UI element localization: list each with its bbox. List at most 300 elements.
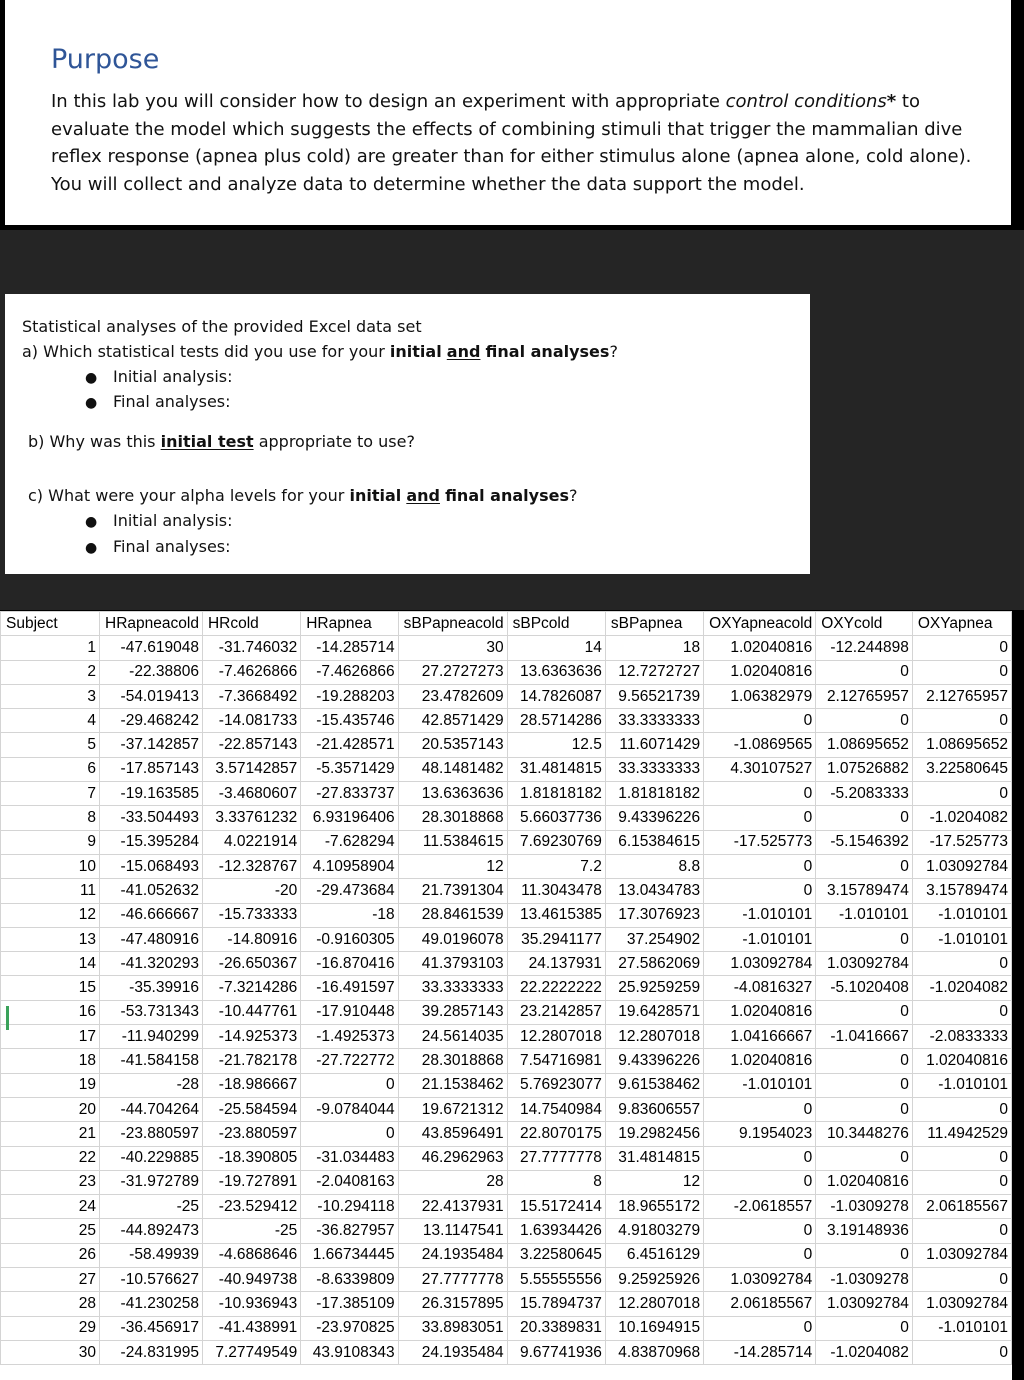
data-cell[interactable]: 6.15384615 bbox=[605, 830, 703, 854]
data-cell[interactable]: 5.66037736 bbox=[507, 806, 605, 830]
column-header[interactable]: HRapnea bbox=[301, 612, 398, 636]
data-cell[interactable]: 1.07526882 bbox=[816, 757, 913, 781]
data-cell[interactable]: 15.7894737 bbox=[507, 1292, 605, 1316]
data-cell[interactable]: 35.2941177 bbox=[507, 927, 605, 951]
data-cell[interactable]: 0 bbox=[912, 1170, 1011, 1194]
data-cell[interactable]: -15.395284 bbox=[100, 830, 203, 854]
data-cell[interactable]: 31.4814815 bbox=[507, 757, 605, 781]
data-cell[interactable]: -23.529412 bbox=[202, 1195, 300, 1219]
subject-cell[interactable]: 5 bbox=[1, 733, 100, 757]
data-cell[interactable]: 23.4782609 bbox=[398, 684, 507, 708]
data-cell[interactable]: 0 bbox=[912, 1268, 1011, 1292]
data-cell[interactable]: 13.1147541 bbox=[398, 1219, 507, 1243]
column-header[interactable]: sBPapnea bbox=[605, 612, 703, 636]
data-cell[interactable]: -21.782178 bbox=[202, 1049, 300, 1073]
data-cell[interactable]: -17.525773 bbox=[912, 830, 1011, 854]
data-cell[interactable]: 9.43396226 bbox=[605, 806, 703, 830]
data-cell[interactable]: 24.1935484 bbox=[398, 1340, 507, 1364]
data-cell[interactable]: 30 bbox=[398, 636, 507, 660]
data-cell[interactable]: -1.010101 bbox=[816, 903, 913, 927]
data-cell[interactable]: -7.628294 bbox=[301, 830, 398, 854]
subject-cell[interactable]: 25 bbox=[1, 1219, 100, 1243]
data-cell[interactable]: 8 bbox=[507, 1170, 605, 1194]
data-cell[interactable]: 28 bbox=[398, 1170, 507, 1194]
data-cell[interactable]: 6.4516129 bbox=[605, 1243, 703, 1267]
data-cell[interactable]: 37.254902 bbox=[605, 927, 703, 951]
data-cell[interactable]: -1.010101 bbox=[912, 1073, 1011, 1097]
data-cell[interactable]: -5.2083333 bbox=[816, 782, 913, 806]
data-cell[interactable]: -0.9160305 bbox=[301, 927, 398, 951]
data-cell[interactable]: 13.0434783 bbox=[605, 879, 703, 903]
data-cell[interactable]: 0 bbox=[301, 1073, 398, 1097]
data-cell[interactable]: 23.2142857 bbox=[507, 1000, 605, 1024]
data-cell[interactable]: -16.870416 bbox=[301, 952, 398, 976]
data-cell[interactable]: 2.06185567 bbox=[704, 1292, 816, 1316]
data-cell[interactable]: -1.010101 bbox=[704, 903, 816, 927]
data-cell[interactable]: -19.727891 bbox=[202, 1170, 300, 1194]
data-cell[interactable]: -36.827957 bbox=[301, 1219, 398, 1243]
data-cell[interactable]: 20.3389831 bbox=[507, 1316, 605, 1340]
data-cell[interactable]: 0 bbox=[816, 660, 913, 684]
data-cell[interactable]: -21.428571 bbox=[301, 733, 398, 757]
data-cell[interactable]: 0 bbox=[301, 1122, 398, 1146]
data-cell[interactable]: 41.3793103 bbox=[398, 952, 507, 976]
data-cell[interactable]: -26.650367 bbox=[202, 952, 300, 976]
data-cell[interactable]: -41.584158 bbox=[100, 1049, 203, 1073]
subject-cell[interactable]: 26 bbox=[1, 1243, 100, 1267]
data-cell[interactable]: -41.438991 bbox=[202, 1316, 300, 1340]
subject-cell[interactable]: 7 bbox=[1, 782, 100, 806]
data-cell[interactable]: 0 bbox=[704, 1243, 816, 1267]
data-cell[interactable]: 0 bbox=[816, 1073, 913, 1097]
subject-cell[interactable]: 15 bbox=[1, 976, 100, 1000]
data-cell[interactable]: -22.38806 bbox=[100, 660, 203, 684]
data-cell[interactable]: 0 bbox=[816, 1000, 913, 1024]
data-cell[interactable]: -17.910448 bbox=[301, 1000, 398, 1024]
subject-cell[interactable]: 16 bbox=[1, 1000, 100, 1024]
column-header[interactable]: sBPapneacold bbox=[398, 612, 507, 636]
data-cell[interactable]: 0 bbox=[704, 1146, 816, 1170]
data-cell[interactable]: 0 bbox=[704, 1097, 816, 1121]
data-cell[interactable]: 0 bbox=[704, 709, 816, 733]
data-cell[interactable]: -31.972789 bbox=[100, 1170, 203, 1194]
data-cell[interactable]: -7.3668492 bbox=[202, 684, 300, 708]
data-cell[interactable]: -1.010101 bbox=[912, 927, 1011, 951]
data-cell[interactable]: 1.03092784 bbox=[704, 952, 816, 976]
data-cell[interactable]: -41.052632 bbox=[100, 879, 203, 903]
data-cell[interactable]: -10.447761 bbox=[202, 1000, 300, 1024]
data-cell[interactable]: 39.2857143 bbox=[398, 1000, 507, 1024]
data-cell[interactable]: 1.03092784 bbox=[912, 1243, 1011, 1267]
data-cell[interactable]: 7.2 bbox=[507, 854, 605, 878]
data-cell[interactable]: -40.229885 bbox=[100, 1146, 203, 1170]
data-cell[interactable]: 0 bbox=[816, 1146, 913, 1170]
data-cell[interactable]: 0 bbox=[816, 1097, 913, 1121]
subject-cell[interactable]: 23 bbox=[1, 1170, 100, 1194]
data-cell[interactable]: -53.731343 bbox=[100, 1000, 203, 1024]
data-cell[interactable]: 1.81818182 bbox=[507, 782, 605, 806]
data-cell[interactable]: -19.163585 bbox=[100, 782, 203, 806]
data-cell[interactable]: 0 bbox=[912, 709, 1011, 733]
data-cell[interactable]: -18 bbox=[301, 903, 398, 927]
data-cell[interactable]: 19.2982456 bbox=[605, 1122, 703, 1146]
data-cell[interactable]: -8.6339809 bbox=[301, 1268, 398, 1292]
data-cell[interactable]: 5.76923077 bbox=[507, 1073, 605, 1097]
data-cell[interactable]: 1.02040816 bbox=[704, 1000, 816, 1024]
data-cell[interactable]: 1.03092784 bbox=[816, 952, 913, 976]
data-cell[interactable]: 43.9108343 bbox=[301, 1340, 398, 1364]
data-cell[interactable]: -1.0416667 bbox=[816, 1025, 913, 1049]
data-cell[interactable]: 2.12765957 bbox=[912, 684, 1011, 708]
data-cell[interactable]: -3.4680607 bbox=[202, 782, 300, 806]
data-cell[interactable]: 1.08695652 bbox=[912, 733, 1011, 757]
data-cell[interactable]: 28.8461539 bbox=[398, 903, 507, 927]
data-cell[interactable]: -23.880597 bbox=[100, 1122, 203, 1146]
data-cell[interactable]: 4.91803279 bbox=[605, 1219, 703, 1243]
data-cell[interactable]: -28 bbox=[100, 1073, 203, 1097]
data-cell[interactable]: 13.6363636 bbox=[398, 782, 507, 806]
data-cell[interactable]: 26.3157895 bbox=[398, 1292, 507, 1316]
data-cell[interactable]: -1.0869565 bbox=[704, 733, 816, 757]
data-cell[interactable]: -17.385109 bbox=[301, 1292, 398, 1316]
data-cell[interactable]: -35.39916 bbox=[100, 976, 203, 1000]
data-cell[interactable]: 24.1935484 bbox=[398, 1243, 507, 1267]
data-cell[interactable]: -15.068493 bbox=[100, 854, 203, 878]
data-cell[interactable]: 0 bbox=[912, 636, 1011, 660]
data-cell[interactable]: -19.288203 bbox=[301, 684, 398, 708]
data-cell[interactable]: -12.328767 bbox=[202, 854, 300, 878]
data-cell[interactable]: -1.0204082 bbox=[912, 806, 1011, 830]
data-cell[interactable]: -46.666667 bbox=[100, 903, 203, 927]
subject-cell[interactable]: 18 bbox=[1, 1049, 100, 1073]
data-cell[interactable]: -7.4626866 bbox=[301, 660, 398, 684]
subject-cell[interactable]: 14 bbox=[1, 952, 100, 976]
data-cell[interactable]: 28.3018868 bbox=[398, 1049, 507, 1073]
data-cell[interactable]: 0 bbox=[816, 1243, 913, 1267]
subject-cell[interactable]: 24 bbox=[1, 1195, 100, 1219]
subject-cell[interactable]: 28 bbox=[1, 1292, 100, 1316]
data-cell[interactable]: 13.6363636 bbox=[507, 660, 605, 684]
data-cell[interactable]: 18.9655172 bbox=[605, 1195, 703, 1219]
subject-cell[interactable]: 6 bbox=[1, 757, 100, 781]
data-cell[interactable]: -17.525773 bbox=[704, 830, 816, 854]
data-cell[interactable]: 42.8571429 bbox=[398, 709, 507, 733]
data-cell[interactable]: -25 bbox=[202, 1219, 300, 1243]
column-header[interactable]: OXYapnea bbox=[912, 612, 1011, 636]
data-cell[interactable]: -10.576627 bbox=[100, 1268, 203, 1292]
data-cell[interactable]: -10.936943 bbox=[202, 1292, 300, 1316]
data-cell[interactable]: 27.7777778 bbox=[507, 1146, 605, 1170]
data-cell[interactable]: 0 bbox=[816, 927, 913, 951]
data-cell[interactable]: 48.1481482 bbox=[398, 757, 507, 781]
data-cell[interactable]: -11.940299 bbox=[100, 1025, 203, 1049]
subject-cell[interactable]: 12 bbox=[1, 903, 100, 927]
column-header[interactable]: HRcold bbox=[202, 612, 300, 636]
data-cell[interactable]: 6.93196406 bbox=[301, 806, 398, 830]
data-cell[interactable]: 10.3448276 bbox=[816, 1122, 913, 1146]
data-cell[interactable]: -58.49939 bbox=[100, 1243, 203, 1267]
data-cell[interactable]: 12 bbox=[605, 1170, 703, 1194]
data-cell[interactable]: 14 bbox=[507, 636, 605, 660]
data-cell[interactable]: -1.010101 bbox=[704, 927, 816, 951]
data-cell[interactable]: -14.80916 bbox=[202, 927, 300, 951]
data-cell[interactable]: 3.22580645 bbox=[912, 757, 1011, 781]
data-cell[interactable]: 1.03092784 bbox=[704, 1268, 816, 1292]
data-cell[interactable]: 0 bbox=[912, 1219, 1011, 1243]
data-cell[interactable]: -31.746032 bbox=[202, 636, 300, 660]
data-cell[interactable]: 0 bbox=[704, 1219, 816, 1243]
data-cell[interactable]: -5.1546392 bbox=[816, 830, 913, 854]
data-cell[interactable]: -23.880597 bbox=[202, 1122, 300, 1146]
data-cell[interactable]: 12 bbox=[398, 854, 507, 878]
data-cell[interactable]: 46.2962963 bbox=[398, 1146, 507, 1170]
data-cell[interactable]: 1.03092784 bbox=[816, 1292, 913, 1316]
data-cell[interactable]: 1.02040816 bbox=[912, 1049, 1011, 1073]
data-cell[interactable]: -41.320293 bbox=[100, 952, 203, 976]
data-cell[interactable]: 17.3076923 bbox=[605, 903, 703, 927]
subject-cell[interactable]: 9 bbox=[1, 830, 100, 854]
subject-cell[interactable]: 29 bbox=[1, 1316, 100, 1340]
data-cell[interactable]: 1.02040816 bbox=[816, 1170, 913, 1194]
subject-cell[interactable]: 8 bbox=[1, 806, 100, 830]
data-cell[interactable]: 24.5614035 bbox=[398, 1025, 507, 1049]
data-cell[interactable]: 21.1538462 bbox=[398, 1073, 507, 1097]
subject-cell[interactable]: 1 bbox=[1, 636, 100, 660]
data-cell[interactable]: -20 bbox=[202, 879, 300, 903]
data-cell[interactable]: -2.0618557 bbox=[704, 1195, 816, 1219]
data-cell[interactable]: -47.480916 bbox=[100, 927, 203, 951]
subject-cell[interactable]: 27 bbox=[1, 1268, 100, 1292]
data-cell[interactable]: 9.56521739 bbox=[605, 684, 703, 708]
data-cell[interactable]: 28.5714286 bbox=[507, 709, 605, 733]
data-cell[interactable]: 12.2807018 bbox=[605, 1292, 703, 1316]
data-cell[interactable]: -7.4626866 bbox=[202, 660, 300, 684]
subject-cell[interactable]: 19 bbox=[1, 1073, 100, 1097]
data-cell[interactable]: -4.0816327 bbox=[704, 976, 816, 1000]
data-cell[interactable]: -14.925373 bbox=[202, 1025, 300, 1049]
data-cell[interactable]: -1.0204082 bbox=[912, 976, 1011, 1000]
data-cell[interactable]: 24.137931 bbox=[507, 952, 605, 976]
data-cell[interactable]: -12.244898 bbox=[816, 636, 913, 660]
subject-cell[interactable]: 3 bbox=[1, 684, 100, 708]
data-cell[interactable]: 2.12765957 bbox=[816, 684, 913, 708]
data-cell[interactable]: 11.5384615 bbox=[398, 830, 507, 854]
data-cell[interactable]: -1.010101 bbox=[912, 903, 1011, 927]
data-cell[interactable]: 0 bbox=[704, 879, 816, 903]
data-cell[interactable]: 0 bbox=[912, 952, 1011, 976]
data-cell[interactable]: 27.5862069 bbox=[605, 952, 703, 976]
data-cell[interactable]: 33.3333333 bbox=[605, 709, 703, 733]
data-cell[interactable]: 31.4814815 bbox=[605, 1146, 703, 1170]
data-cell[interactable]: -27.722772 bbox=[301, 1049, 398, 1073]
data-cell[interactable]: 9.1954023 bbox=[704, 1122, 816, 1146]
data-cell[interactable]: -18.390805 bbox=[202, 1146, 300, 1170]
data-cell[interactable]: 12.2807018 bbox=[605, 1025, 703, 1049]
data-cell[interactable]: 1.08695652 bbox=[816, 733, 913, 757]
data-cell[interactable]: -1.0309278 bbox=[816, 1268, 913, 1292]
data-cell[interactable]: 27.2727273 bbox=[398, 660, 507, 684]
data-cell[interactable]: 0 bbox=[816, 854, 913, 878]
data-cell[interactable]: 9.43396226 bbox=[605, 1049, 703, 1073]
data-cell[interactable]: 21.7391304 bbox=[398, 879, 507, 903]
data-cell[interactable]: 9.61538462 bbox=[605, 1073, 703, 1097]
data-cell[interactable]: 0 bbox=[912, 1340, 1011, 1364]
data-cell[interactable]: 2.06185567 bbox=[912, 1195, 1011, 1219]
data-cell[interactable]: 0 bbox=[816, 1049, 913, 1073]
data-cell[interactable]: -14.285714 bbox=[301, 636, 398, 660]
data-cell[interactable]: -17.857143 bbox=[100, 757, 203, 781]
data-cell[interactable]: 1.03092784 bbox=[912, 854, 1011, 878]
data-cell[interactable]: 7.69230769 bbox=[507, 830, 605, 854]
data-cell[interactable]: 4.0221914 bbox=[202, 830, 300, 854]
data-cell[interactable]: -1.4925373 bbox=[301, 1025, 398, 1049]
data-cell[interactable]: -1.0204082 bbox=[816, 1340, 913, 1364]
data-cell[interactable]: -29.473684 bbox=[301, 879, 398, 903]
data-cell[interactable]: 43.8596491 bbox=[398, 1122, 507, 1146]
data-cell[interactable]: 1.02040816 bbox=[704, 660, 816, 684]
data-cell[interactable]: 49.0196078 bbox=[398, 927, 507, 951]
subject-cell[interactable]: 30 bbox=[1, 1340, 100, 1364]
data-cell[interactable]: 0 bbox=[816, 1316, 913, 1340]
data-cell[interactable]: 12.2807018 bbox=[507, 1025, 605, 1049]
data-cell[interactable]: -10.294118 bbox=[301, 1195, 398, 1219]
subject-cell[interactable]: 21 bbox=[1, 1122, 100, 1146]
data-cell[interactable]: -14.285714 bbox=[704, 1340, 816, 1364]
data-cell[interactable]: 4.10958904 bbox=[301, 854, 398, 878]
data-cell[interactable]: 3.33761232 bbox=[202, 806, 300, 830]
data-cell[interactable]: -47.619048 bbox=[100, 636, 203, 660]
data-cell[interactable]: 13.4615385 bbox=[507, 903, 605, 927]
data-cell[interactable]: 3.15789474 bbox=[816, 879, 913, 903]
data-cell[interactable]: 0 bbox=[912, 1146, 1011, 1170]
column-header[interactable]: HRapneacold bbox=[100, 612, 203, 636]
data-cell[interactable]: -44.892473 bbox=[100, 1219, 203, 1243]
data-cell[interactable]: 0 bbox=[816, 806, 913, 830]
data-cell[interactable]: -5.3571429 bbox=[301, 757, 398, 781]
data-cell[interactable]: 1.02040816 bbox=[704, 1049, 816, 1073]
data-cell[interactable]: -1.010101 bbox=[912, 1316, 1011, 1340]
data-cell[interactable]: -25.584594 bbox=[202, 1097, 300, 1121]
subject-cell[interactable]: 17 bbox=[1, 1025, 100, 1049]
column-header[interactable]: sBPcold bbox=[507, 612, 605, 636]
data-cell[interactable]: 22.4137931 bbox=[398, 1195, 507, 1219]
data-cell[interactable]: 11.4942529 bbox=[912, 1122, 1011, 1146]
data-cell[interactable]: 1.02040816 bbox=[704, 636, 816, 660]
data-cell[interactable]: 4.83870968 bbox=[605, 1340, 703, 1364]
data-cell[interactable]: 33.8983051 bbox=[398, 1316, 507, 1340]
data-cell[interactable]: -24.831995 bbox=[100, 1340, 203, 1364]
data-cell[interactable]: 10.1694915 bbox=[605, 1316, 703, 1340]
data-cell[interactable]: 28.3018868 bbox=[398, 806, 507, 830]
subject-cell[interactable]: 13 bbox=[1, 927, 100, 951]
data-cell[interactable]: -15.435746 bbox=[301, 709, 398, 733]
data-cell[interactable]: 5.55555556 bbox=[507, 1268, 605, 1292]
data-cell[interactable]: 1.81818182 bbox=[605, 782, 703, 806]
data-cell[interactable]: 1.66734445 bbox=[301, 1243, 398, 1267]
data-cell[interactable]: 25.9259259 bbox=[605, 976, 703, 1000]
data-cell[interactable]: 33.3333333 bbox=[398, 976, 507, 1000]
data-cell[interactable]: 0 bbox=[912, 782, 1011, 806]
data-cell[interactable]: -31.034483 bbox=[301, 1146, 398, 1170]
column-header[interactable]: Subject bbox=[1, 612, 100, 636]
data-cell[interactable]: 11.3043478 bbox=[507, 879, 605, 903]
data-cell[interactable]: 12.7272727 bbox=[605, 660, 703, 684]
data-cell[interactable]: -33.504493 bbox=[100, 806, 203, 830]
data-cell[interactable]: 1.63934426 bbox=[507, 1219, 605, 1243]
data-cell[interactable]: -14.081733 bbox=[202, 709, 300, 733]
data-cell[interactable]: 3.57142857 bbox=[202, 757, 300, 781]
data-cell[interactable]: -44.704264 bbox=[100, 1097, 203, 1121]
data-cell[interactable]: -1.0309278 bbox=[816, 1195, 913, 1219]
data-cell[interactable]: 22.8070175 bbox=[507, 1122, 605, 1146]
data-cell[interactable]: 22.2222222 bbox=[507, 976, 605, 1000]
data-cell[interactable]: 0 bbox=[704, 806, 816, 830]
data-cell[interactable]: -23.970825 bbox=[301, 1316, 398, 1340]
data-cell[interactable]: -4.6868646 bbox=[202, 1243, 300, 1267]
data-cell[interactable]: 0 bbox=[816, 709, 913, 733]
subject-cell[interactable]: 10 bbox=[1, 854, 100, 878]
data-cell[interactable]: 0 bbox=[912, 660, 1011, 684]
data-cell[interactable]: -40.949738 bbox=[202, 1268, 300, 1292]
data-cell[interactable]: 0 bbox=[704, 782, 816, 806]
data-cell[interactable]: 0 bbox=[912, 1097, 1011, 1121]
data-cell[interactable]: -36.456917 bbox=[100, 1316, 203, 1340]
data-cell[interactable]: 3.19148936 bbox=[816, 1219, 913, 1243]
subject-cell[interactable]: 22 bbox=[1, 1146, 100, 1170]
subject-cell[interactable]: 20 bbox=[1, 1097, 100, 1121]
column-header[interactable]: OXYcold bbox=[816, 612, 913, 636]
subject-cell[interactable]: 2 bbox=[1, 660, 100, 684]
data-cell[interactable]: 8.8 bbox=[605, 854, 703, 878]
data-cell[interactable]: -54.019413 bbox=[100, 684, 203, 708]
data-cell[interactable]: -18.986667 bbox=[202, 1073, 300, 1097]
data-cell[interactable]: 1.06382979 bbox=[704, 684, 816, 708]
data-cell[interactable]: 0 bbox=[704, 1170, 816, 1194]
subject-cell[interactable]: 4 bbox=[1, 709, 100, 733]
data-cell[interactable]: -27.833737 bbox=[301, 782, 398, 806]
data-cell[interactable]: -41.230258 bbox=[100, 1292, 203, 1316]
data-cell[interactable]: -5.1020408 bbox=[816, 976, 913, 1000]
column-header[interactable]: OXYapneacold bbox=[704, 612, 816, 636]
data-cell[interactable]: 14.7826087 bbox=[507, 684, 605, 708]
data-cell[interactable]: -2.0833333 bbox=[912, 1025, 1011, 1049]
data-cell[interactable]: 18 bbox=[605, 636, 703, 660]
data-cell[interactable]: 27.7777778 bbox=[398, 1268, 507, 1292]
data-cell[interactable]: -37.142857 bbox=[100, 733, 203, 757]
data-cell[interactable]: -2.0408163 bbox=[301, 1170, 398, 1194]
data-cell[interactable]: 3.22580645 bbox=[507, 1243, 605, 1267]
data-cell[interactable]: -16.491597 bbox=[301, 976, 398, 1000]
data-cell[interactable]: 19.6428571 bbox=[605, 1000, 703, 1024]
data-cell[interactable]: 11.6071429 bbox=[605, 733, 703, 757]
data-cell[interactable]: -29.468242 bbox=[100, 709, 203, 733]
data-cell[interactable]: 20.5357143 bbox=[398, 733, 507, 757]
data-cell[interactable]: 3.15789474 bbox=[912, 879, 1011, 903]
data-cell[interactable]: 33.3333333 bbox=[605, 757, 703, 781]
subject-cell[interactable]: 11 bbox=[1, 879, 100, 903]
data-cell[interactable]: 12.5 bbox=[507, 733, 605, 757]
data-cell[interactable]: -9.0784044 bbox=[301, 1097, 398, 1121]
data-cell[interactable]: -15.733333 bbox=[202, 903, 300, 927]
data-cell[interactable]: 0 bbox=[704, 1316, 816, 1340]
data-cell[interactable]: 4.30107527 bbox=[704, 757, 816, 781]
data-cell[interactable]: 0 bbox=[912, 1000, 1011, 1024]
data-cell[interactable]: 15.5172414 bbox=[507, 1195, 605, 1219]
data-cell[interactable]: -25 bbox=[100, 1195, 203, 1219]
data-cell[interactable]: 1.03092784 bbox=[912, 1292, 1011, 1316]
data-cell[interactable]: 7.27749549 bbox=[202, 1340, 300, 1364]
data-cell[interactable]: 9.25925926 bbox=[605, 1268, 703, 1292]
